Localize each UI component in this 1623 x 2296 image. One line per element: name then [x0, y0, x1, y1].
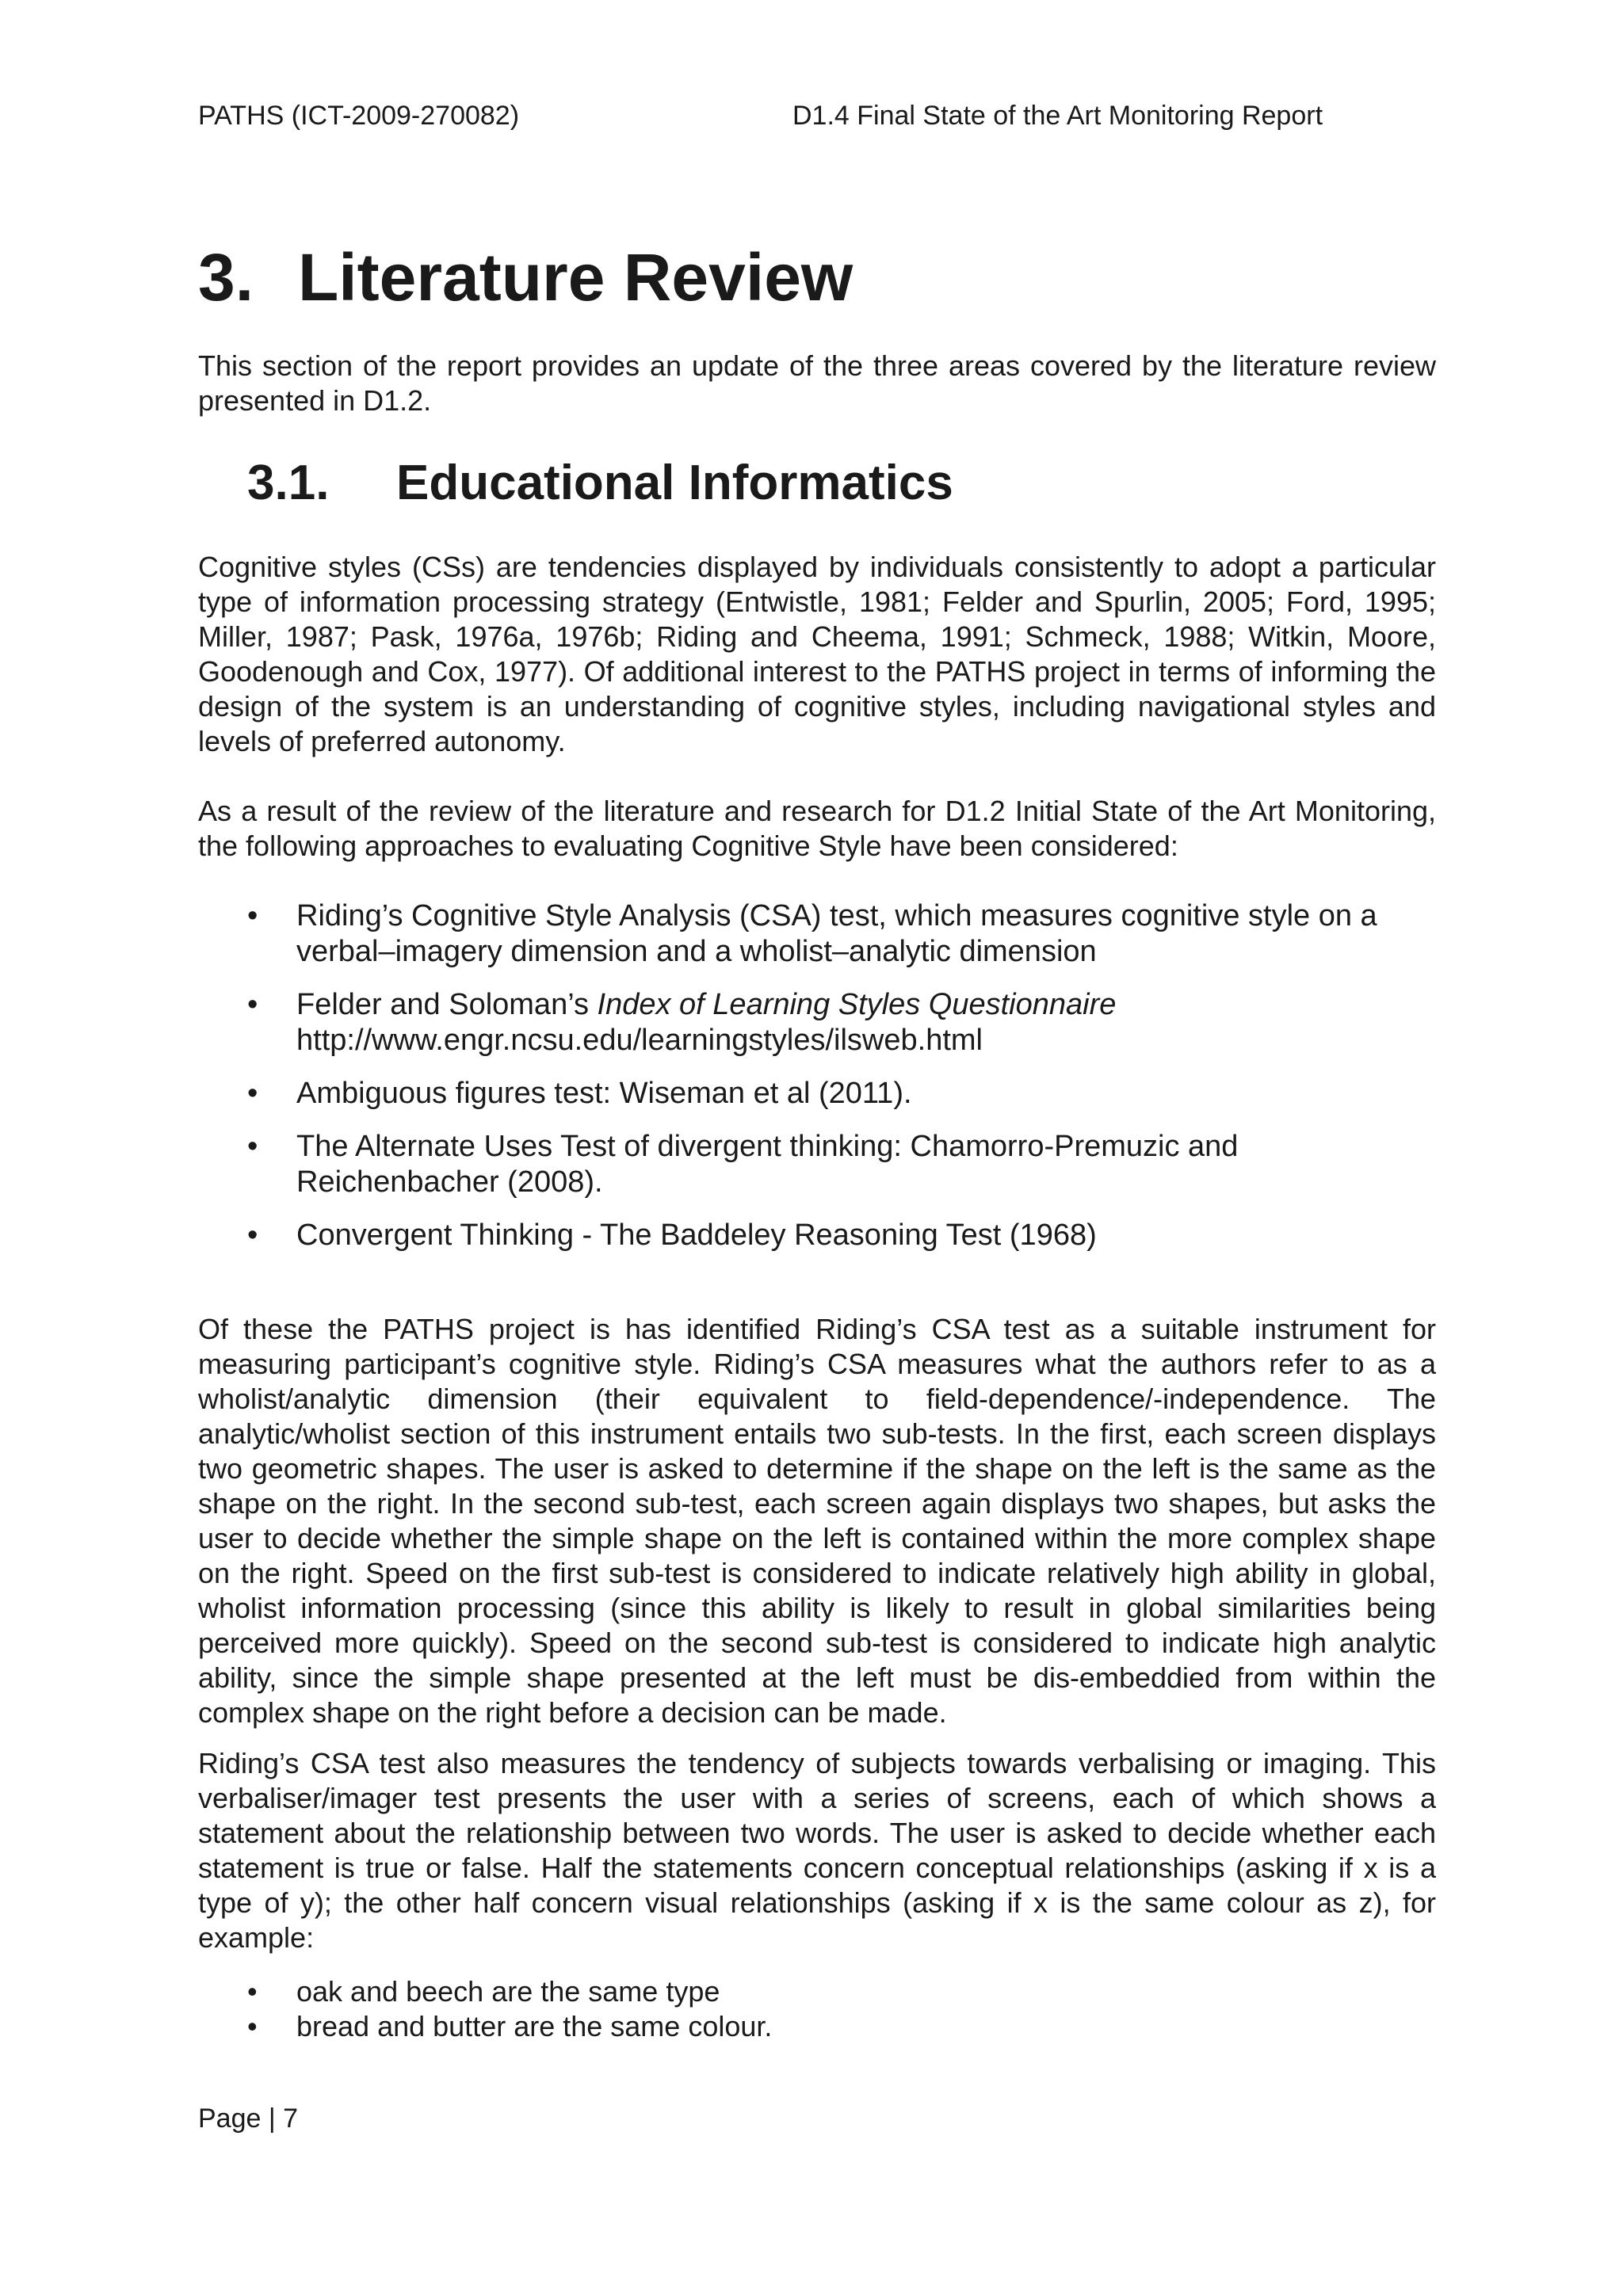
bullet-icon: • [247, 1130, 258, 1163]
list-item-text: oak and beech are the same type [296, 1975, 720, 2008]
list-item [198, 2009, 1436, 2044]
list-item-text: The Alternate Uses Test of divergent thinking: Chamorro-Premuzic and Reichenbacher (2008). [296, 1130, 1239, 1199]
paragraph-csa-test: Of these the PATHS project is has identified Riding’s CSA test as a suitable instrument for measuring participant’s cognitive style. Riding’s CSA measures what the authors refer to as a wholist/analytic dimension (their equivalent to field-dependence/-independence. The analytic/wholist section of this instrument entails two sub-tests. In the first, each screen displays two geometric shapes. The user is asked to determine if the shape on the left is the same as the shape on the right. In the second sub-test, each screen again displays two shapes, but asks the user to decide whether the simple shape on the left is contained within the more complex shape on the right. Speed on the first sub-test is considered to indicate relatively high ability in global, wholist information processing (since this ability is likely to result in global similarities being perceived more quickly). Speed on the second sub-test is considered to indicate high analytic ability, since the simple shape presented at the left must be dis-embeddied from within the complex shape on the right before a decision can be made. [198, 1313, 1436, 1729]
paragraph-approaches-intro: As a result of the review of the literature and research for D1.2 Initial State of the Art Monitoring, the following approaches to evaluating Cognitive Style have been considered: [198, 795, 1436, 862]
questionnaire-title: Index of Learning Styles Questionnaire [597, 988, 1117, 1021]
list-item-text: Convergent Thinking - The Baddeley Reasoning Test (1968) [296, 1219, 1097, 1252]
bullet-icon: • [247, 899, 258, 933]
paragraph-cognitive-styles: Cognitive styles (CSs) are tendencies displayed by individuals consistently to adopt a particular type of information processing strategy (Entwistle, 1981; Felder and Spurlin, 2005; Ford, 1995; Miller, 1987; Pask, 1976a, 1976b; Riding and Cheema, 1991; Schmeck, 1988; Witkin, Moore, Goodenough and Cox, 1977). Of additional interest to the PATHS project in terms of informing the design of the system is an understanding of cognitive styles, including navigational styles and levels of preferred autonomy. [198, 551, 1436, 757]
list-item [198, 987, 1436, 1058]
header-project-id: PATHS (ICT-2009-270082) [198, 101, 520, 131]
list-item [198, 898, 1436, 970]
bullet-icon: • [247, 1077, 258, 1110]
section-number: 3.1. [247, 456, 330, 510]
list-item-text: bread and butter are the same colour. [296, 2010, 773, 2042]
page-footer: Page | 7 [198, 2103, 299, 2134]
bullet-icon: • [247, 1975, 258, 2008]
paragraph-verbaliser-imager: Riding’s CSA test also measures the tendency of subjects towards verbalising or imaging. This verbaliser/imager test presents the user with a series of screens, each of which shows a statement about the relationship between two words. The user is asked to decide whether each statement is true or false. Half the statements concern conceptual relationships (asking if x is a type of y); the other half concern visual relationships (asking if x is the same colour as z), for example: [198, 1747, 1436, 1954]
intro-paragraph: This section of the report provides an update of the three areas covered by the literature review presented in D1.2. [198, 349, 1436, 417]
list-item [198, 1129, 1436, 1200]
list-item-text: Riding’s Cognitive Style Analysis (CSA) test, which measures cognitive style on a verbal–imagery dimension and a wholist–analytic dimension [296, 899, 1377, 968]
section-title: Educational Informatics [396, 456, 953, 510]
list-item-text: Felder and Soloman’s [296, 988, 598, 1021]
examples-list [198, 1974, 1436, 2044]
section-heading [247, 453, 1436, 513]
list-item [198, 1076, 1436, 1112]
chapter-number: 3. [198, 240, 254, 315]
chapter-title: Literature Review [298, 240, 854, 315]
list-item-text: Ambiguous figures test: Wiseman et al (2011). [296, 1077, 912, 1110]
page-content [198, 238, 1436, 2044]
list-item [198, 1218, 1436, 1253]
header-report-title: D1.4 Final State of the Art Monitoring Report [792, 101, 1323, 131]
approaches-list [198, 898, 1436, 1253]
chapter-heading [198, 238, 1436, 317]
questionnaire-url[interactable]: http://www.engr.ncsu.edu/learningstyles/ilsweb.html [296, 1024, 983, 1057]
bullet-icon: • [247, 2010, 258, 2042]
bullet-icon: • [247, 988, 258, 1021]
list-item [198, 1974, 1436, 2009]
bullet-icon: • [247, 1219, 258, 1252]
